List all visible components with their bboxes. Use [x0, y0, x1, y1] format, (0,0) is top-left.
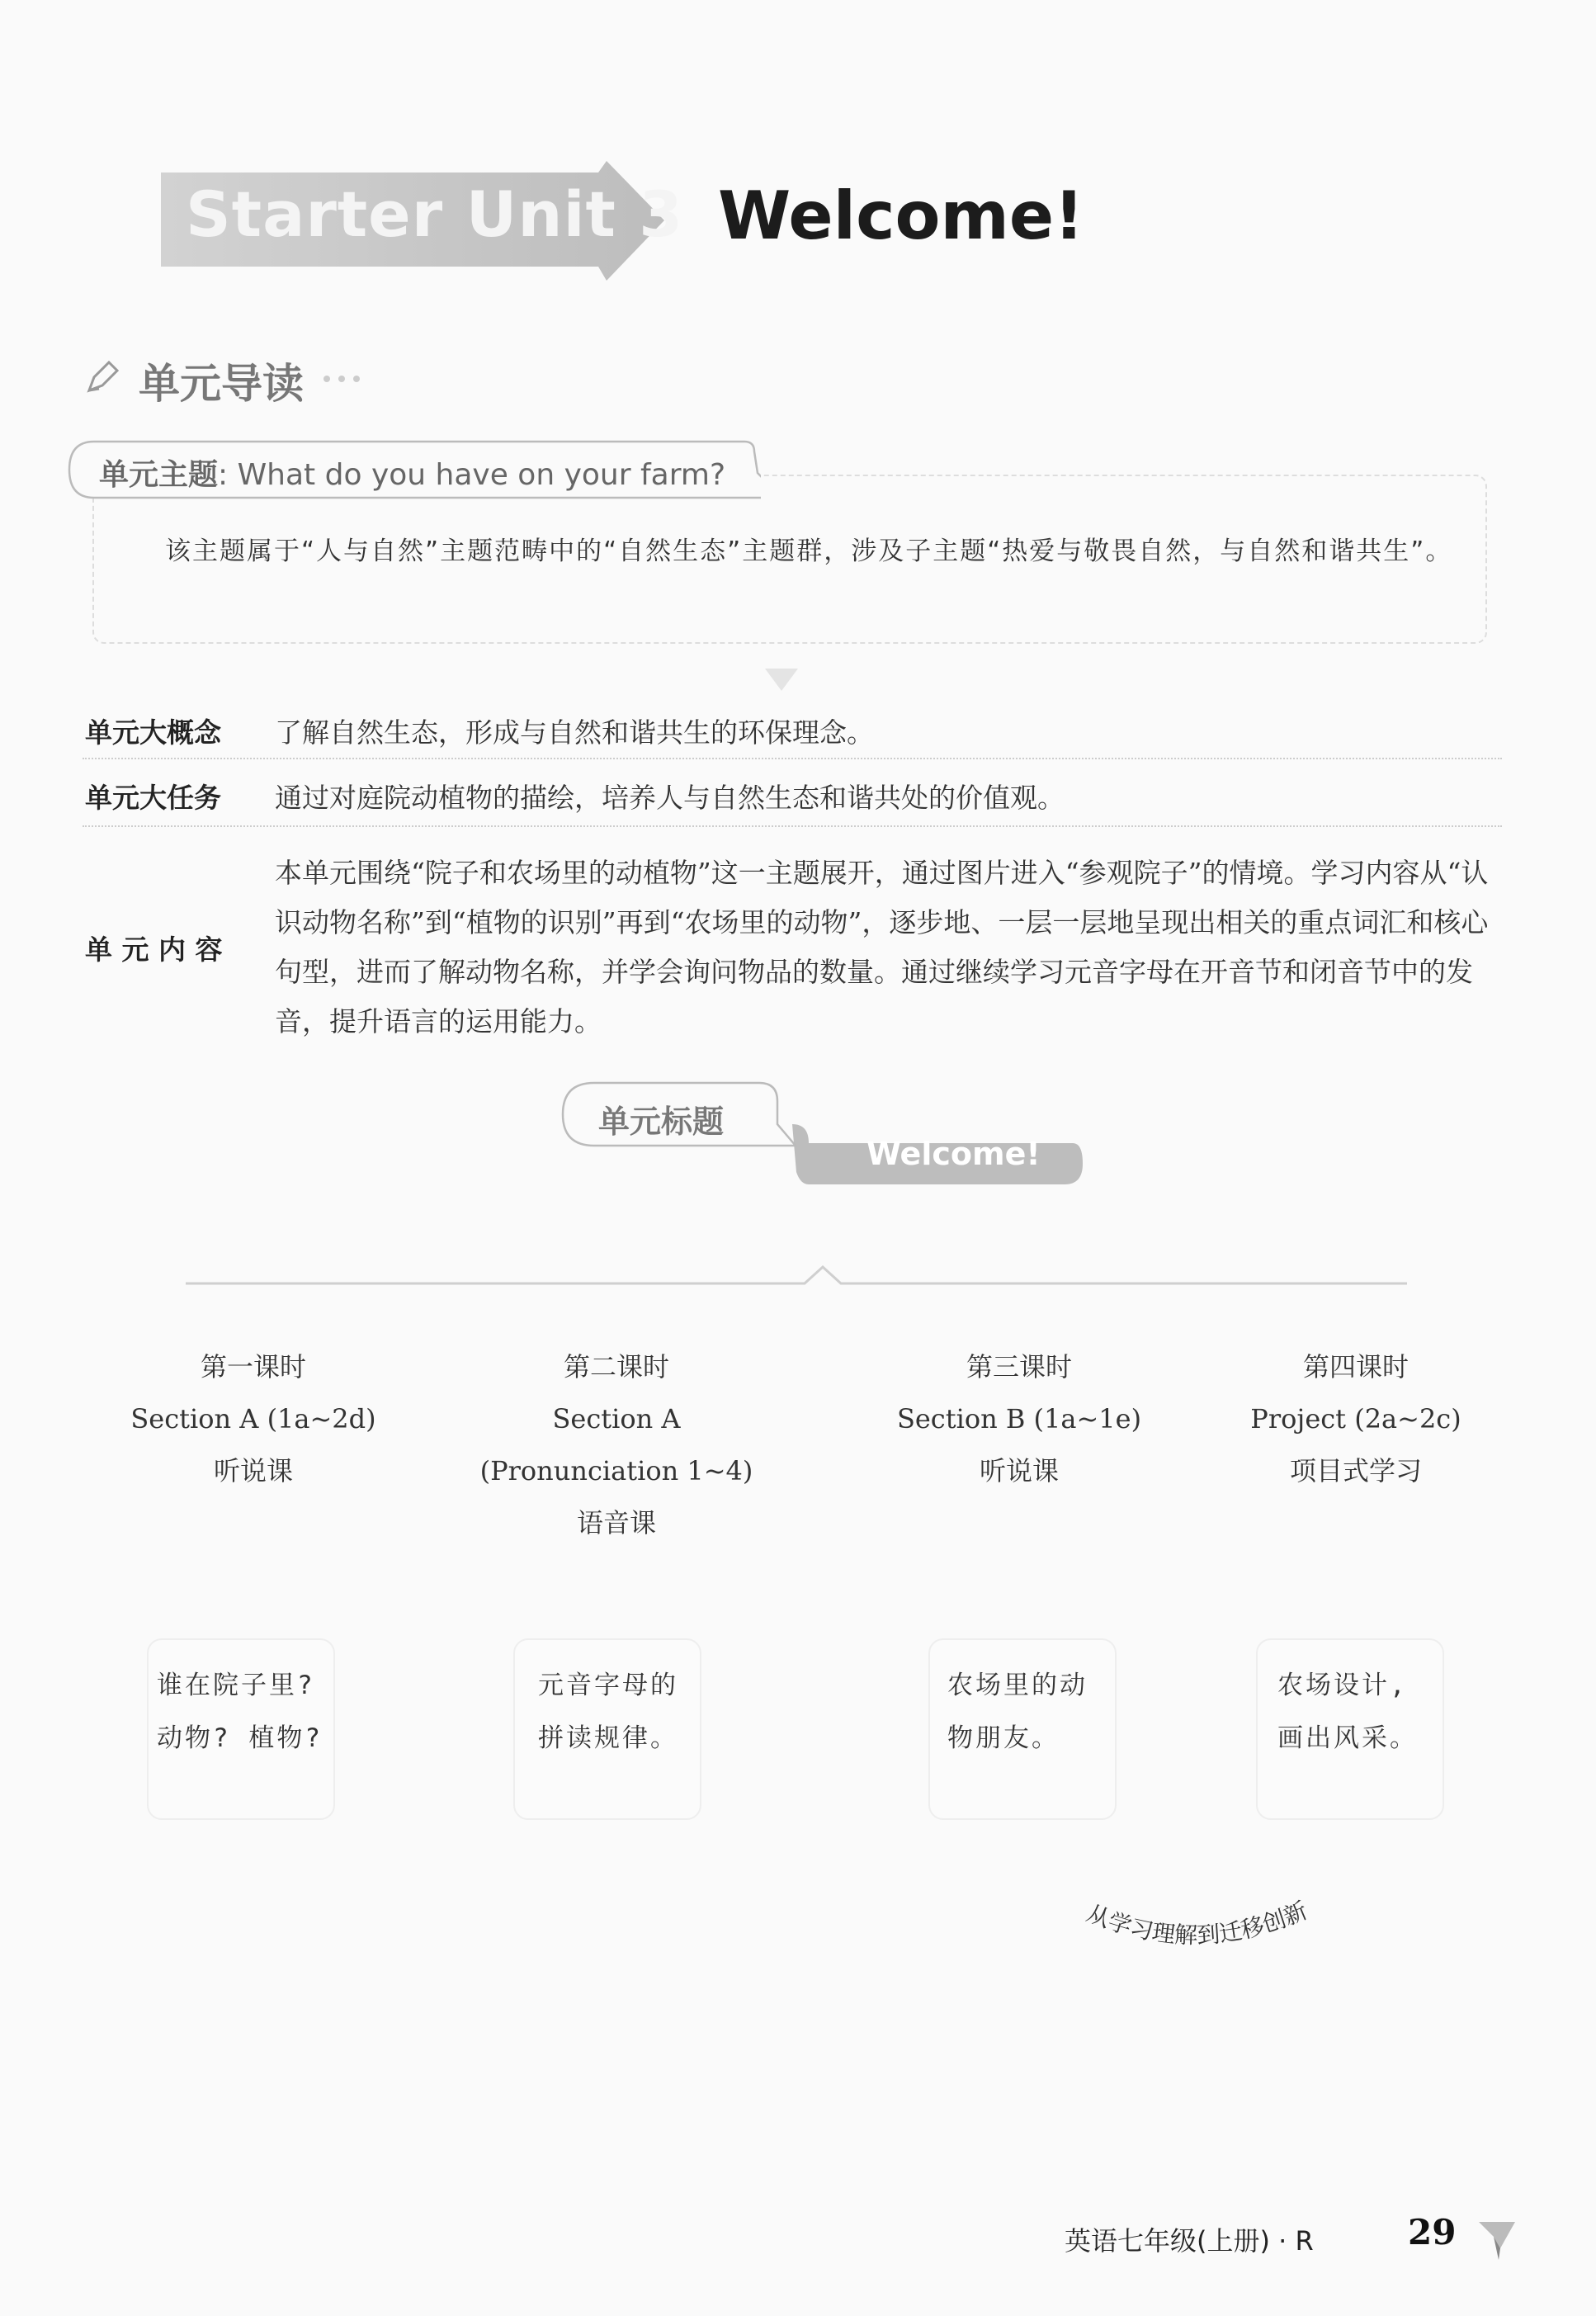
unit-label: Starter Unit 3 — [186, 177, 684, 251]
lesson-name: 第三课时 — [966, 1351, 1072, 1383]
unit-title: Welcome! — [718, 177, 1084, 254]
lesson-card-text-3: 农场里的动 物朋友。 — [947, 1671, 1088, 1753]
lesson-column-4 — [1199, 1341, 1513, 1497]
lesson-type: 语音课 — [576, 1507, 656, 1538]
lesson-section: Section B (1a~1e) — [896, 1403, 1142, 1435]
lesson-name: 第二课时 — [563, 1351, 669, 1383]
lesson-section: Section A (1a~2d) — [130, 1403, 376, 1435]
lesson-type: 项目式学习 — [1289, 1455, 1422, 1486]
theme-label: 单元主题 — [99, 458, 219, 492]
chevron-down-icon — [761, 664, 802, 697]
lesson-card-text-1: 谁在院子里? 动物? 植物? — [157, 1671, 323, 1753]
arc-caption — [1081, 1874, 1362, 1973]
row-text-content: 本单元围绕“院子和农场里的动植物”这一主题展开，通过图片进入“参观院子”的情境。学习内容从“认识动物名称”到“植物的识别”再到“农场里的动物”，逐步地、一层一层地呈现出相关的重点词汇和核心句型，进而了解动物名称，并学会询问物品的数量。通过继续学习元音字母在开音节和闭音节中的发音，提升语言的运用能力。 — [275, 857, 1489, 1037]
divider — [83, 825, 1502, 827]
row-text-concept: 了解自然生态，形成与自然和谐共生的环保理念。 — [275, 716, 874, 749]
lesson-section: Project (2a~2c) — [1250, 1403, 1461, 1435]
unit-title-node — [561, 1081, 1089, 1197]
theme-tab — [68, 440, 761, 498]
lesson-column-3 — [862, 1341, 1176, 1497]
lesson-subsection: (Pronunciation 1~4) — [479, 1455, 753, 1486]
page-number: 29 — [1408, 2212, 1457, 2252]
row-text-task: 通过对庭院动植物的描绘，培养人与自然生态和谐共处的价值观。 — [275, 782, 1065, 814]
unit-title-node-value: Welcome! — [866, 1136, 1041, 1172]
unit-title-node-label: 单元标题 — [598, 1104, 725, 1140]
lesson-column-1 — [97, 1341, 410, 1497]
divider — [83, 758, 1502, 759]
lesson-section: Section A — [552, 1403, 681, 1435]
lesson-name: 第四课时 — [1302, 1351, 1409, 1383]
lesson-type: 听说课 — [979, 1455, 1059, 1486]
theme-description: 该主题属于“人与自然”主题范畴中的“自然生态”主题群，涉及子主题“热爱与敬畏自然，与自然和谐共生”。 — [165, 536, 1453, 566]
unit-banner — [161, 161, 684, 281]
footer-book-title: 英语七年级(上册) · R — [1065, 2225, 1314, 2257]
page-corner-arrow-icon — [1469, 2212, 1518, 2262]
lesson-type: 听说课 — [213, 1455, 293, 1486]
lesson-card-text-4: 农场设计, 画出风采。 — [1277, 1671, 1418, 1753]
svg-text:从学习理解到迁移创新 — [1083, 1897, 1311, 1949]
row-label-content: 单 元 内 容 — [85, 933, 223, 966]
lesson-column-2 — [460, 1341, 773, 1549]
section-title: 单元导读 — [139, 360, 304, 408]
theme-question: : What do you have on your farm? — [218, 458, 726, 492]
lesson-name: 第一课时 — [200, 1351, 306, 1383]
tree-connector-line — [186, 1259, 1407, 1300]
dots-decoration — [322, 374, 371, 384]
row-label-concept: 单元大概念 — [85, 716, 221, 749]
arc-caption-text: 从学习理解到迁移创新 — [1083, 1897, 1311, 1950]
row-label-task: 单元大任务 — [85, 782, 221, 814]
lesson-card-text-2: 元音字母的 拼读规律。 — [538, 1671, 678, 1753]
pencil-icon — [83, 357, 122, 397]
